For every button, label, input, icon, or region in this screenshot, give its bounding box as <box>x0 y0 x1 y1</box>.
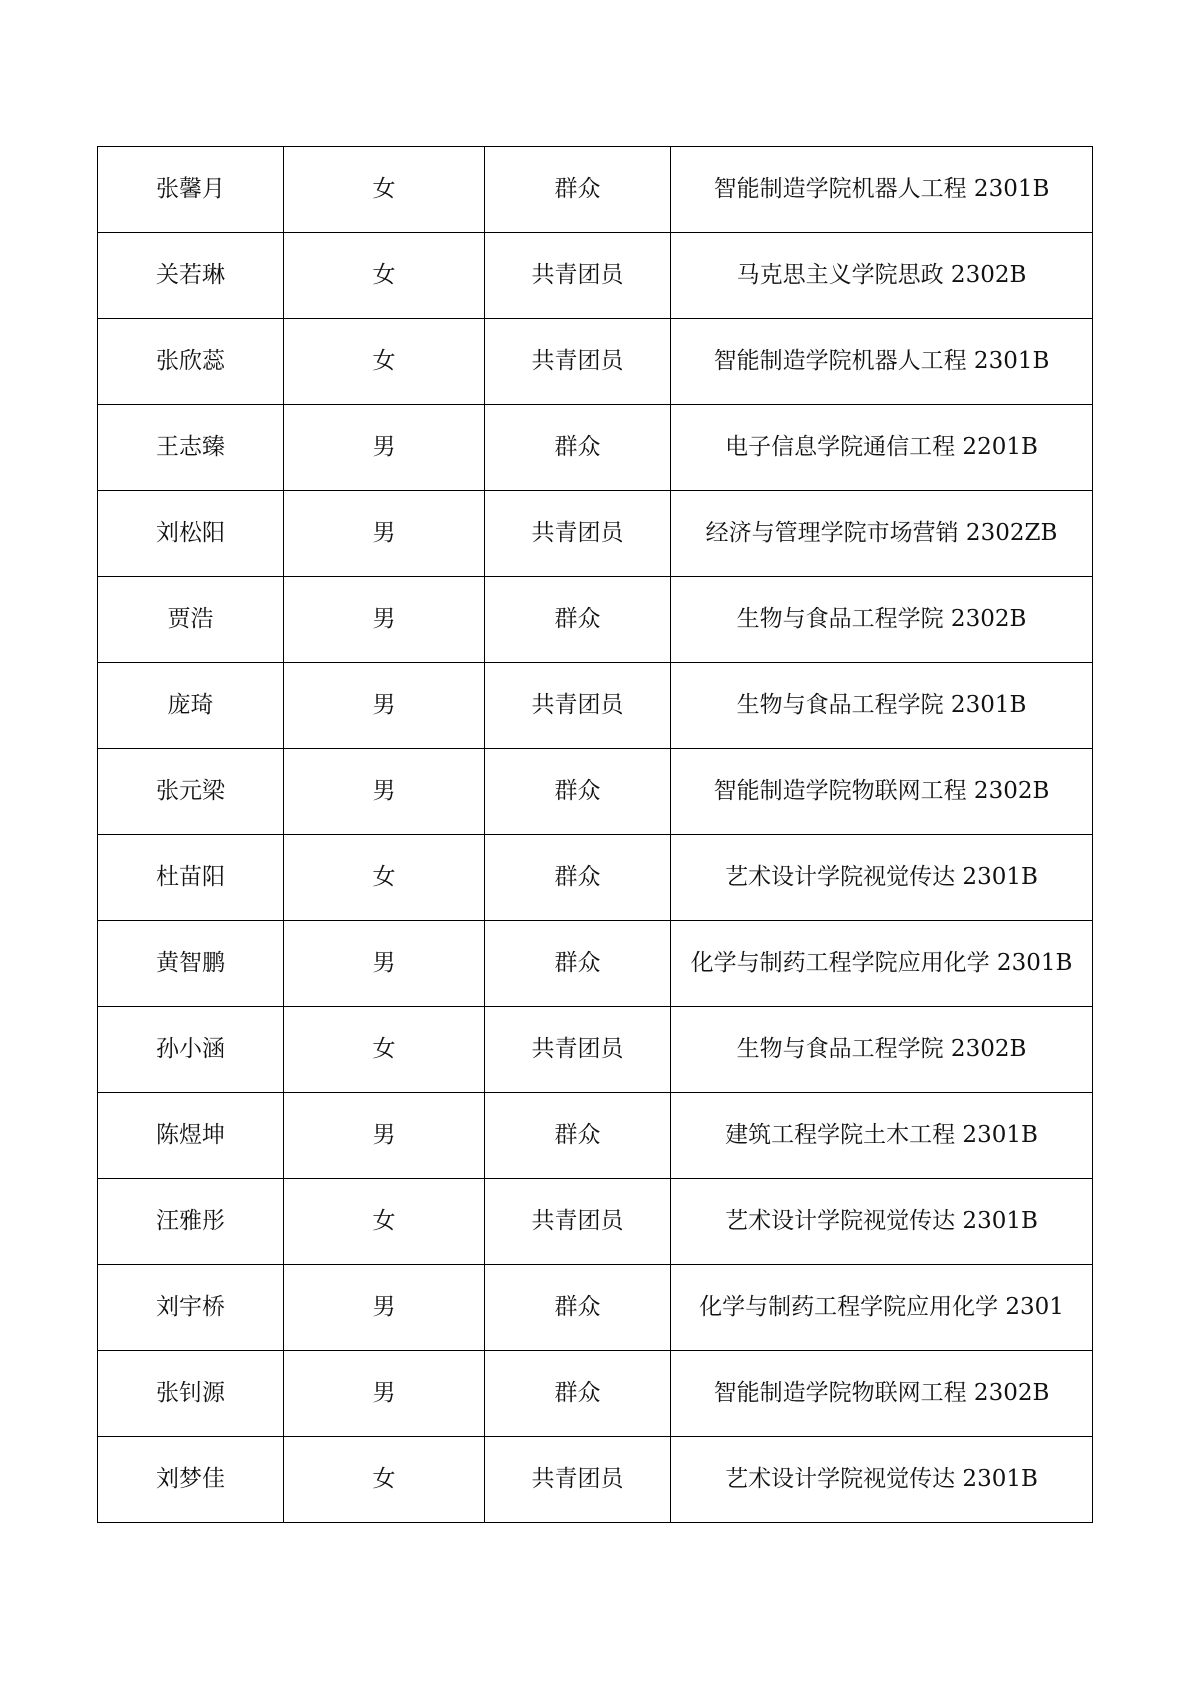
college-class-cell: 智能制造学院机器人工程 2301B <box>671 147 1093 233</box>
gender-cell: 男 <box>284 1093 485 1179</box>
gender-cell: 男 <box>284 749 485 835</box>
table-row <box>98 1179 1093 1265</box>
college-class-cell: 艺术设计学院视觉传达 2301B <box>671 1437 1093 1523</box>
political-status-cell: 共青团员 <box>485 1007 671 1093</box>
table-row <box>98 921 1093 1007</box>
table-row <box>98 1265 1093 1351</box>
name-cell: 庞琦 <box>98 663 284 749</box>
college-class-cell: 马克思主义学院思政 2302B <box>671 233 1093 319</box>
college-class-cell: 生物与食品工程学院 2302B <box>671 1007 1093 1093</box>
name-cell: 张馨月 <box>98 147 284 233</box>
political-status-cell: 共青团员 <box>485 233 671 319</box>
table-row <box>98 319 1093 405</box>
political-status-cell: 共青团员 <box>485 491 671 577</box>
political-status-cell: 群众 <box>485 577 671 663</box>
gender-cell: 女 <box>284 147 485 233</box>
table-row <box>98 491 1093 577</box>
name-cell: 张元梁 <box>98 749 284 835</box>
name-cell: 孙小涵 <box>98 1007 284 1093</box>
college-class-cell: 艺术设计学院视觉传达 2301B <box>671 835 1093 921</box>
college-class-cell: 智能制造学院物联网工程 2302B <box>671 749 1093 835</box>
political-status-cell: 群众 <box>485 1265 671 1351</box>
political-status-cell: 共青团员 <box>485 663 671 749</box>
table-row <box>98 1007 1093 1093</box>
table-row <box>98 147 1093 233</box>
college-class-cell: 生物与食品工程学院 2302B <box>671 577 1093 663</box>
table-row <box>98 1351 1093 1437</box>
table-row <box>98 663 1093 749</box>
table-row <box>98 405 1093 491</box>
political-status-cell: 群众 <box>485 921 671 1007</box>
gender-cell: 女 <box>284 1437 485 1523</box>
college-class-cell: 电子信息学院通信工程 2201B <box>671 405 1093 491</box>
gender-cell: 男 <box>284 663 485 749</box>
gender-cell: 女 <box>284 1007 485 1093</box>
gender-cell: 男 <box>284 1265 485 1351</box>
name-cell: 汪雅彤 <box>98 1179 284 1265</box>
college-class-cell: 艺术设计学院视觉传达 2301B <box>671 1179 1093 1265</box>
gender-cell: 男 <box>284 405 485 491</box>
name-cell: 刘梦佳 <box>98 1437 284 1523</box>
political-status-cell: 群众 <box>485 1351 671 1437</box>
name-cell: 刘松阳 <box>98 491 284 577</box>
gender-cell: 女 <box>284 233 485 319</box>
college-class-cell: 化学与制药工程学院应用化学 2301B <box>671 921 1093 1007</box>
table-row <box>98 1437 1093 1523</box>
roster-table-body <box>98 147 1093 1523</box>
political-status-cell: 群众 <box>485 749 671 835</box>
name-cell: 贾浩 <box>98 577 284 663</box>
political-status-cell: 共青团员 <box>485 1437 671 1523</box>
political-status-cell: 群众 <box>485 405 671 491</box>
table-row <box>98 233 1093 319</box>
college-class-cell: 智能制造学院物联网工程 2302B <box>671 1351 1093 1437</box>
name-cell: 杜苗阳 <box>98 835 284 921</box>
gender-cell: 女 <box>284 319 485 405</box>
gender-cell: 女 <box>284 1179 485 1265</box>
table-row <box>98 749 1093 835</box>
gender-cell: 男 <box>284 491 485 577</box>
table-row <box>98 835 1093 921</box>
roster-table <box>97 146 1093 1523</box>
name-cell: 黄智鹏 <box>98 921 284 1007</box>
college-class-cell: 智能制造学院机器人工程 2301B <box>671 319 1093 405</box>
name-cell: 张钊源 <box>98 1351 284 1437</box>
gender-cell: 男 <box>284 921 485 1007</box>
name-cell: 陈煜坤 <box>98 1093 284 1179</box>
political-status-cell: 群众 <box>485 1093 671 1179</box>
table-row <box>98 577 1093 663</box>
political-status-cell: 共青团员 <box>485 1179 671 1265</box>
gender-cell: 男 <box>284 1351 485 1437</box>
name-cell: 刘宇桥 <box>98 1265 284 1351</box>
college-class-cell: 化学与制药工程学院应用化学 2301 <box>671 1265 1093 1351</box>
college-class-cell: 建筑工程学院土木工程 2301B <box>671 1093 1093 1179</box>
name-cell: 张欣蕊 <box>98 319 284 405</box>
gender-cell: 女 <box>284 835 485 921</box>
college-class-cell: 生物与食品工程学院 2301B <box>671 663 1093 749</box>
table-row <box>98 1093 1093 1179</box>
political-status-cell: 群众 <box>485 835 671 921</box>
political-status-cell: 共青团员 <box>485 319 671 405</box>
college-class-cell: 经济与管理学院市场营销 2302ZB <box>671 491 1093 577</box>
name-cell: 王志臻 <box>98 405 284 491</box>
gender-cell: 男 <box>284 577 485 663</box>
name-cell: 关若琳 <box>98 233 284 319</box>
political-status-cell: 群众 <box>485 147 671 233</box>
